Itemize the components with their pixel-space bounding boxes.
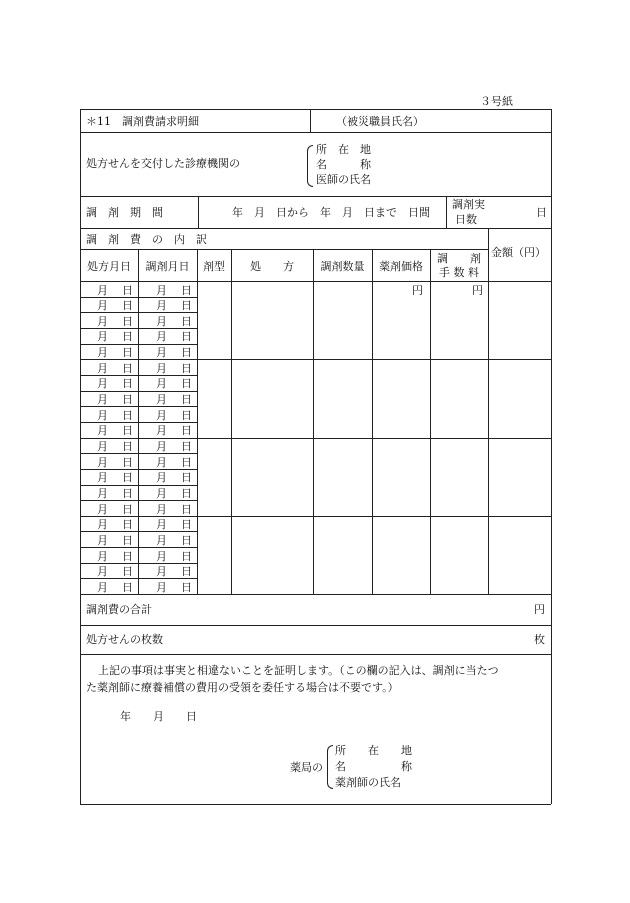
frame-left: [80, 109, 81, 804]
dispensing-day-mark: 日: [181, 393, 192, 407]
prescription-day-mark: 日: [122, 455, 133, 469]
days-label-2: 日数: [455, 213, 477, 226]
col-fee-1: 調 剤: [437, 252, 481, 265]
item-title: ＊11 調剤費請求明細: [86, 115, 199, 128]
dispensing-month-mark: 月: [156, 487, 167, 500]
dispensing-day-mark: 日: [181, 487, 192, 500]
sub-row-line: [80, 500, 197, 501]
period-divider: [198, 196, 199, 228]
dispensing-day-mark: 日: [181, 408, 192, 422]
prescription-month-mark: 月: [97, 487, 108, 500]
prescription-month-mark: 月: [97, 393, 108, 407]
pharmacist-name-label: 薬剤師の氏名: [335, 776, 401, 789]
certification-line-2: た薬剤師に療養補償の費用の受領を委任する場合は不要です。）: [86, 681, 399, 694]
prescription-month-mark: 月: [97, 361, 108, 375]
col-prescription-date: 処方月日: [87, 260, 131, 273]
certification-date: 年 月 日: [120, 710, 197, 723]
prescription-month-mark: 月: [97, 408, 108, 422]
sub-row-line: [80, 453, 197, 454]
col-line: [313, 249, 314, 594]
dispensing-day-mark: 日: [181, 518, 192, 532]
dispensing-month-mark: 月: [156, 565, 167, 579]
prescription-day-mark: 日: [122, 440, 133, 453]
prescription-day-mark: 日: [122, 393, 133, 407]
pharmacy-name-label: 名 称: [335, 760, 412, 773]
row-line: [80, 654, 551, 655]
dispensing-month-mark: 月: [156, 533, 167, 547]
header-bottom-line: [80, 281, 551, 282]
dispensing-day-mark: 日: [181, 377, 192, 391]
prescription-month-mark: 月: [97, 330, 108, 344]
prescription-month-mark: 月: [97, 424, 108, 438]
frame-right: [551, 109, 552, 804]
dispensing-day-mark: 日: [181, 502, 192, 516]
dispensing-day-mark: 日: [181, 330, 192, 344]
dispensing-month-mark: 月: [156, 393, 167, 407]
prescription-month-mark: 月: [97, 580, 108, 594]
row-line: [80, 228, 551, 229]
prescription-month-mark: 月: [97, 455, 108, 469]
row-line: [80, 594, 551, 595]
sub-row-line: [80, 485, 197, 486]
total-label: 調剤費の合計: [86, 603, 152, 616]
period-text: 年 月 日から 年 月 日まで 日間: [232, 206, 430, 219]
total-unit: 円: [534, 603, 545, 616]
prescription-month-mark: 月: [97, 533, 108, 547]
sub-row-line: [80, 375, 197, 376]
sub-row-line: [80, 578, 197, 579]
dispensing-day-mark: 日: [181, 549, 192, 563]
dispensing-day-mark: 日: [181, 299, 192, 313]
period-label: 調 剤 期 間: [86, 206, 163, 219]
dispensing-month-mark: 月: [156, 502, 167, 516]
dispensing-day-mark: 日: [181, 565, 192, 579]
sub-row-line: [80, 328, 197, 329]
prescription-month-mark: 月: [97, 440, 108, 453]
row-line: [80, 249, 488, 250]
dispensing-day-mark: 日: [181, 314, 192, 328]
prescription-month-mark: 月: [97, 346, 108, 360]
institution-address-label: 所 在 地: [316, 143, 371, 156]
prescription-month-mark: 月: [97, 518, 108, 532]
institution-label: 処方せんを交付した診療機関の: [86, 157, 240, 170]
sub-row-line: [80, 422, 197, 423]
dispensing-month-mark: 月: [156, 408, 167, 422]
fee-yen: 円: [472, 284, 483, 297]
breakdown-label: 調 剤 費 の 内 訳: [86, 233, 207, 246]
group-line: [80, 359, 551, 360]
dispensing-day-mark: 日: [181, 440, 192, 453]
prescription-day-mark: 日: [122, 424, 133, 438]
sub-row-line: [80, 391, 197, 392]
frame-bottom: [80, 804, 551, 805]
institution-brace: [307, 145, 313, 187]
certification-line-1: 上記の事項は事実と相違ないことを証明します。（この欄の記入は、調剤に当たつ: [98, 664, 499, 677]
dispensing-day-mark: 日: [181, 455, 192, 469]
prescription-day-mark: 日: [122, 549, 133, 563]
sub-row-line: [80, 469, 197, 470]
col-line: [372, 249, 373, 594]
dispensing-day-mark: 日: [181, 471, 192, 485]
prescription-day-mark: 日: [122, 330, 133, 344]
institution-doctor-label: 医師の氏名: [316, 173, 371, 186]
dispensing-day-mark: 日: [181, 361, 192, 375]
group-line: [80, 516, 551, 517]
col-dispensing-date: 調剤月日: [145, 260, 190, 273]
sub-row-line: [80, 547, 197, 548]
prescription-month-mark: 月: [97, 565, 108, 579]
prescription-day-mark: 日: [122, 471, 133, 485]
sheets-unit: 枚: [534, 633, 545, 646]
prescription-day-mark: 日: [122, 502, 133, 516]
dispensing-month-mark: 月: [156, 549, 167, 563]
prescription-day-mark: 日: [122, 408, 133, 422]
sub-row-line: [80, 563, 197, 564]
dispensing-month-mark: 月: [156, 455, 167, 469]
worker-name-label: （被災職員氏名）: [336, 115, 424, 128]
days-divider: [446, 196, 447, 228]
row-line: [80, 196, 551, 197]
prescription-month-mark: 月: [97, 283, 108, 297]
col-line: [197, 249, 198, 594]
prescription-day-mark: 日: [122, 283, 133, 297]
prescription-month-mark: 月: [97, 314, 108, 328]
prescription-month-mark: 月: [97, 471, 108, 485]
pharmacy-address-label: 所 在 地: [335, 744, 412, 757]
row-line: [80, 132, 551, 133]
dispensing-day-mark: 日: [181, 533, 192, 547]
col-line: [231, 249, 232, 594]
dispensing-month-mark: 月: [156, 377, 167, 391]
title-divider: [310, 109, 311, 132]
prescription-day-mark: 日: [122, 361, 133, 375]
dispensing-month-mark: 月: [156, 314, 167, 328]
prescription-day-mark: 日: [122, 565, 133, 579]
prescription-day-mark: 日: [122, 377, 133, 391]
dispensing-day-mark: 日: [181, 424, 192, 438]
frame-top: [80, 109, 551, 110]
dispensing-month-mark: 月: [156, 361, 167, 375]
prescription-day-mark: 日: [122, 518, 133, 532]
sub-row-line: [80, 406, 197, 407]
dispensing-month-mark: 月: [156, 471, 167, 485]
col-drug-price: 薬剤価格: [379, 260, 423, 273]
prescription-day-mark: 日: [122, 314, 133, 328]
dispensing-day-mark: 日: [181, 580, 192, 594]
sheets-label: 処方せんの枚数: [86, 633, 163, 646]
dispensing-month-mark: 月: [156, 424, 167, 438]
group-line: [80, 438, 551, 439]
col-fee-2: 手 数 料: [439, 266, 479, 279]
dispensing-day-mark: 日: [181, 346, 192, 360]
prescription-day-mark: 日: [122, 580, 133, 594]
dispensing-day-mark: 日: [181, 283, 192, 297]
pharmacy-brace: [327, 745, 333, 789]
amount-header: 金額（円）: [491, 246, 546, 259]
day-unit: 日: [536, 206, 547, 219]
dispensing-month-mark: 月: [156, 346, 167, 360]
dispensing-month-mark: 月: [156, 283, 167, 297]
dispensing-month-mark: 月: [156, 518, 167, 532]
col-prescription: 処 方: [250, 260, 294, 273]
prescription-month-mark: 月: [97, 549, 108, 563]
prescription-month-mark: 月: [97, 502, 108, 516]
prescription-month-mark: 月: [97, 377, 108, 391]
col-line: [488, 228, 489, 594]
prescription-month-mark: 月: [97, 299, 108, 313]
institution-name-label: 名 称: [316, 158, 371, 171]
prescription-day-mark: 日: [122, 299, 133, 313]
days-label-1: 調剤実: [452, 198, 485, 211]
row-line: [80, 625, 551, 626]
dispensing-month-mark: 月: [156, 299, 167, 313]
prescription-day-mark: 日: [122, 533, 133, 547]
col-dosage-form: 剤型: [203, 260, 225, 273]
prescription-day-mark: 日: [122, 487, 133, 500]
dispensing-month-mark: 月: [156, 580, 167, 594]
dispensing-month-mark: 月: [156, 330, 167, 344]
sub-row-line: [80, 531, 197, 532]
sub-row-line: [80, 297, 197, 298]
sub-row-line: [80, 312, 197, 313]
form-number: ３号紙: [480, 95, 513, 108]
sub-row-line: [80, 344, 197, 345]
pharmacy-label: 薬局の: [290, 761, 323, 774]
prescription-day-mark: 日: [122, 346, 133, 360]
drug-price-yen: 円: [412, 284, 423, 297]
col-line: [430, 249, 431, 594]
col-quantity: 調剤数量: [320, 260, 365, 273]
dispensing-month-mark: 月: [156, 440, 167, 453]
